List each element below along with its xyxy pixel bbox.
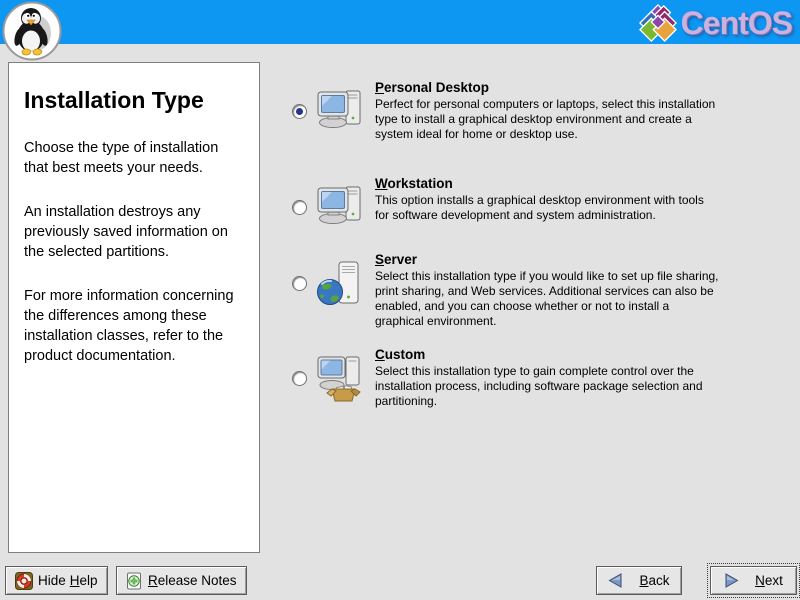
server-globe-icon: [315, 260, 367, 308]
help-paragraph-1: Choose the type of installation that best meets your needs.: [24, 140, 219, 176]
option-desc-workstation: This option installs a graphical desktop environment with tools for software development and system administration.: [375, 193, 704, 222]
release-notes-label: Release Notes: [148, 573, 237, 588]
option-personal-desktop[interactable]: [288, 80, 720, 142]
centos-logo-icon: [639, 4, 677, 42]
radio-custom[interactable]: [292, 371, 307, 386]
radio-workstation[interactable]: [292, 200, 307, 215]
help-paragraph-3: For more information concerning the differences among these installation classes, refer to the product documentation.: [24, 288, 234, 364]
option-custom[interactable]: [288, 347, 720, 409]
radio-personal-desktop[interactable]: [292, 104, 307, 119]
desktop-computer-icon: [315, 184, 367, 232]
back-button[interactable]: [596, 566, 682, 595]
installation-type-options: [288, 80, 748, 480]
radio-server[interactable]: [292, 276, 307, 291]
option-title-server[interactable]: Server: [375, 252, 418, 267]
option-title-custom[interactable]: Custom: [375, 347, 426, 362]
help-panel: [8, 62, 260, 553]
option-server[interactable]: [288, 252, 720, 329]
life-preserver-icon: [15, 572, 33, 590]
brand-title: CentOS: [680, 4, 792, 41]
back-arrow-icon: [608, 573, 623, 588]
option-desc-personal-desktop: Perfect for personal computers or laptops, select this installation type to install a graphical desktop environment and create a system ideal for home or desktop use.: [375, 97, 716, 141]
release-notes-icon: [126, 572, 143, 590]
next-arrow-icon: [724, 573, 739, 588]
tux-penguin-icon: [2, 1, 62, 61]
hide-help-label-prefix: Hide: [38, 573, 66, 588]
next-label: Next: [755, 573, 783, 588]
hide-help-button[interactable]: [5, 566, 108, 595]
help-paragraph-2: An installation destroys any previously saved information on the selected partitions.: [24, 204, 228, 260]
computer-package-icon: [315, 355, 367, 403]
desktop-computer-icon: [315, 88, 367, 136]
option-workstation[interactable]: [288, 176, 720, 232]
option-title-personal-desktop[interactable]: Personal Desktop: [375, 80, 490, 95]
centos-brand: [639, 2, 792, 44]
hide-help-label-mnemonic: Help: [69, 573, 98, 588]
option-desc-server: Select this installation type if you would like to set up file sharing, print sharing, and Web services. Additional services can also be enabled, and you can choose whether or not to install a graphical environment.: [375, 269, 719, 328]
option-title-workstation[interactable]: Workstation: [375, 176, 453, 191]
back-label: Back: [639, 573, 670, 588]
release-notes-button[interactable]: [116, 566, 247, 595]
option-desc-custom: Select this installation type to gain complete control over the installation process, including software package selection and partitioning.: [375, 364, 703, 408]
next-button[interactable]: [710, 566, 797, 595]
page-title: Installation Type: [24, 87, 204, 113]
title-banner: [0, 0, 800, 44]
